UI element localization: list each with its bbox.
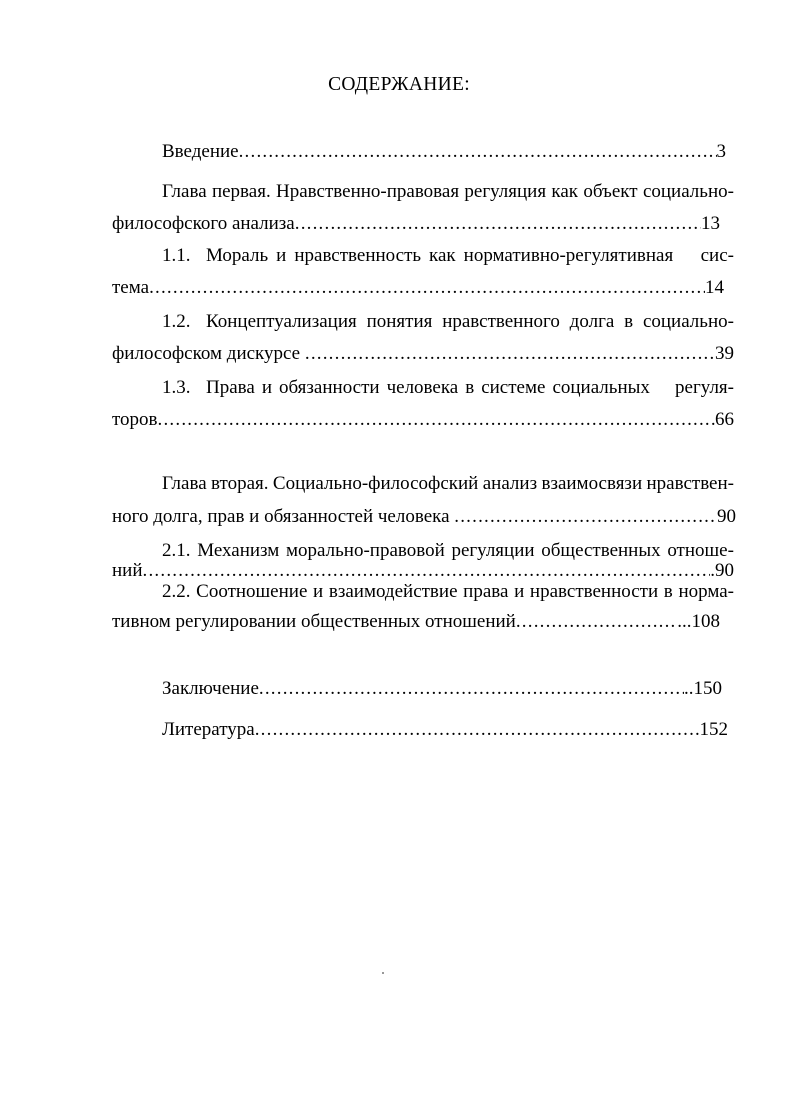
toc-intro[interactable] [162, 140, 726, 164]
toc-section-1-3-line2[interactable]: торов ..... 66 [112, 408, 734, 432]
toc-conclusion-label: Заключение [162, 678, 259, 699]
toc-leader-dots [516, 610, 677, 634]
toc-leader-dots [454, 505, 717, 529]
toc-section-2-2-line1[interactable]: 2.2. Соотношение и взаимодействие права и нравственности в норма- [162, 581, 734, 602]
toc-leader-dots [158, 408, 715, 432]
toc-section-2-1-line1[interactable]: 2.1. Механизм морально-правовой регуляции общественных отноше- [162, 540, 734, 561]
toc-section-1-1-line1[interactable]: 1.1. Мораль и нравственность как нормативно-регулятивная сис- [162, 245, 734, 266]
toc-intro-label: Введение [162, 141, 239, 162]
toc-literature[interactable] [162, 718, 728, 742]
toc-chapter2-page: 90 [717, 506, 736, 527]
toc-literature-label: Литература [162, 719, 255, 740]
toc-section-2-1-line2[interactable]: ний ..... .90 [112, 559, 734, 583]
toc-chapter1-line1[interactable]: Глава первая. Нравственно-правовая регуляция как объект социально- [162, 181, 734, 202]
toc-conclusion-page: ..150 [684, 678, 722, 699]
toc-leader-dots [259, 677, 684, 701]
page-title: СОДЕРЖАНИЕ: [328, 74, 470, 95]
toc-section-1-3-line1[interactable]: 1.3. Права и обязанности человека в системе социальных регуля- [162, 377, 734, 398]
toc-leader-dots [149, 276, 705, 300]
toc-leader-dots [239, 140, 717, 164]
toc-leader-dots [295, 212, 701, 236]
toc-literature-page: 152 [699, 719, 728, 740]
toc-chapter1-page: 13 [701, 213, 720, 234]
toc-section-1-2-line2[interactable]: философском дискурсе ..... 39 [112, 342, 734, 366]
toc-intro-page: 3 [716, 141, 726, 162]
toc-section-1-1-line2[interactable]: тема ..... 14 [112, 276, 724, 300]
toc-chapter1-line2[interactable]: философского анализа ..... 13 [112, 212, 720, 236]
toc-chapter2-line1[interactable]: Глава вторая. Социально-философский анализ взаимосвязи нравствен- [162, 473, 734, 494]
toc-chapter2-line2[interactable]: ного долга, прав и обязанностей человека ..... 90 [112, 505, 736, 529]
toc-conclusion[interactable] [162, 677, 722, 701]
toc-leader-dots [305, 342, 715, 366]
toc-section-2-2-line2[interactable]: тивном регулировании общественных отношений ..... ...108 [112, 610, 720, 634]
toc-section-1-2-line1[interactable]: 1.2. Концептуализация понятия нравственного долга в социально- [162, 311, 734, 332]
toc-leader-dots [255, 718, 700, 742]
scan-speck [382, 972, 384, 974]
